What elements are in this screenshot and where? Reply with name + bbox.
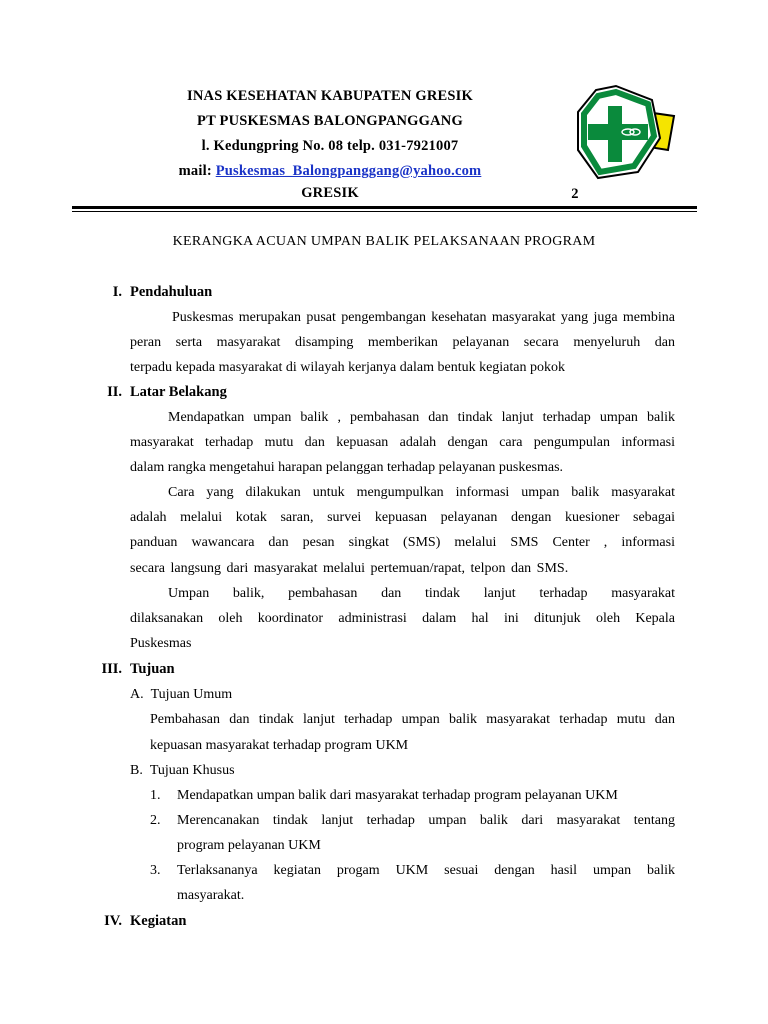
list-item-number: 1. <box>150 788 161 803</box>
header-line-1: INAS KESEHATAN KABUPATEN GRESIK <box>187 88 473 104</box>
header-city: GRESIK <box>301 185 359 201</box>
section-2-line: Cara yang dilakukan untuk mengumpulkan informasi umpan balik masyarakat <box>168 485 675 500</box>
subsection-b-title: Tujuan Khusus <box>149 763 235 778</box>
subsection-b-label: B. <box>130 763 143 778</box>
section-2-line: dilaksanakan oleh koordinator administrasi dalam hal ini ditunjuk oleh Kepala <box>130 611 675 626</box>
section-2-title: Latar Belakang <box>130 384 227 400</box>
email-link[interactable]: Puskesmas_Balongpanggang@yahoo.com <box>215 163 482 179</box>
section-3-heading <box>101 661 175 678</box>
header-divider-thick <box>72 206 697 209</box>
section-1-number: I. <box>112 284 122 300</box>
list-item-number: 2. <box>150 813 161 828</box>
section-4-title: Kegiatan <box>130 913 187 929</box>
mail-label: mail: <box>178 163 216 179</box>
section-2-line: dalam rangka mengetahui harapan pelanggan terhadap pelayanan puskesmas. <box>130 460 564 475</box>
section-1-heading <box>112 284 213 301</box>
section-2-line: panduan wawancara dan pesan singkat (SMS) melalui SMS Center , informasi <box>130 535 675 550</box>
list-item-text: Mendapatkan umpan balik dari masyarakat terhadap program pelayanan UKM <box>177 788 618 803</box>
subsection-a-title: Tujuan Umum <box>150 687 233 702</box>
section-3-title: Tujuan <box>130 661 175 677</box>
puskesmas-logo-icon <box>572 80 676 184</box>
section-2-line: Umpan balik, pembahasan dan tindak lanjut terhadap masyarakat <box>168 586 675 601</box>
section-1-line: peran serta masyarakat disamping memberikan pelayanan secara menyeluruh dan <box>130 335 675 350</box>
section-2-line: adalah melalui kotak saran, survei kepuasan pelayanan dengan kuesioner sebagai <box>130 510 675 525</box>
section-1-title: Pendahuluan <box>130 284 213 300</box>
list-item-text: Terlaksananya kegiatan progam UKM sesuai dengan hasil umpan balik <box>177 863 675 878</box>
header-mail <box>130 163 530 180</box>
stray-char: 2 <box>571 186 579 202</box>
list-item-text: masyarakat. <box>177 888 245 903</box>
section-2-number: II. <box>107 384 122 400</box>
header-divider-thin <box>72 211 697 212</box>
header-address: l. Kedungpring No. 08 telp. 031-7921007 <box>201 138 459 154</box>
subsection-a-heading <box>130 687 232 703</box>
section-1-line: Puskesmas merupakan pusat pengembangan kesehatan masyarakat yang juga membina <box>172 310 675 325</box>
list-item-text: Merencanakan tindak lanjut terhadap umpan balik dari masyarakat tentang <box>177 813 675 828</box>
list-item-number: 3. <box>150 863 161 878</box>
subsection-a-label: A. <box>130 687 144 702</box>
section-2-line: Mendapatkan umpan balik , pembahasan dan tindak lanjut terhadap umpan balik <box>168 410 675 425</box>
section-3-number: III. <box>101 661 122 677</box>
header-line-2: PT PUSKESMAS BALONGPANGGANG <box>197 113 463 129</box>
list-item-text: program pelayanan UKM <box>177 838 321 853</box>
section-2-line: secara langsung dari masyarakat melalui pertemuan/rapat, telpon dan SMS. <box>130 561 569 576</box>
section-2-heading <box>107 384 227 401</box>
section-4-number: IV. <box>104 913 122 929</box>
document-title: KERANGKA ACUAN UMPAN BALIK PELAKSANAAN PROGRAM <box>172 234 596 249</box>
section-2-line: masyarakat terhadap mutu dan kepuasan adalah dengan cara pengumpulan informasi <box>130 435 675 450</box>
section-1-line: terpadu kepada masyarakat di wilayah kerjanya dalam bentuk kegiatan pokok <box>130 360 565 375</box>
section-2-line: Puskesmas <box>130 636 192 651</box>
section-4-heading <box>104 913 187 930</box>
subsection-a-line: kepuasan masyarakat terhadap program UKM <box>150 738 409 753</box>
subsection-a-line: Pembahasan dan tindak lanjut terhadap umpan balik masyarakat terhadap mutu dan <box>150 712 675 727</box>
subsection-b-heading <box>130 763 235 779</box>
